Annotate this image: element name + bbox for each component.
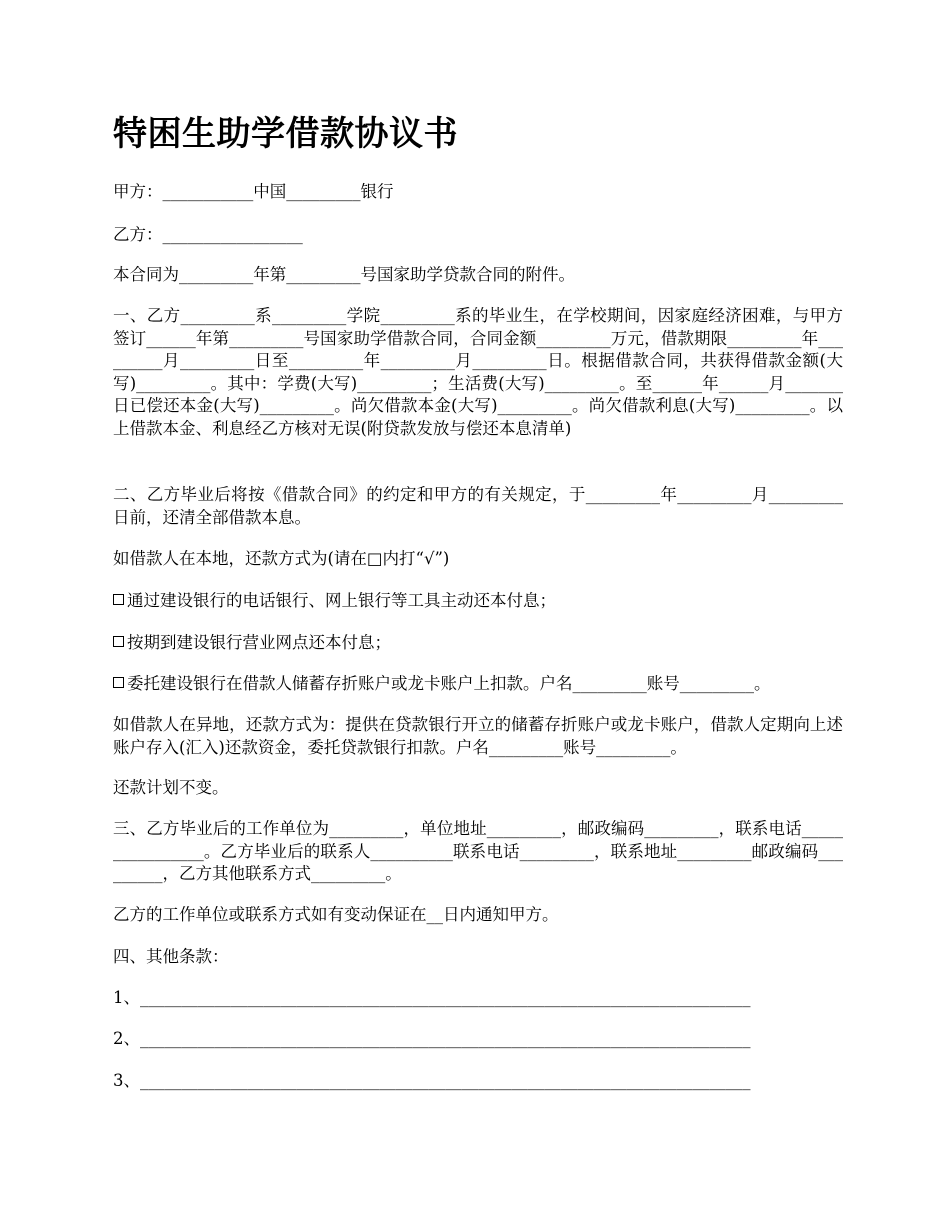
local-repayment-intro: 如借款人在本地，还款方式为(请在□内打“√”) [113,549,450,568]
repayment-option-phone-online [113,590,843,613]
document-title: 特困生助学借款协议书 [113,114,458,154]
checkbox-option-1[interactable] [113,594,124,605]
repayment-option-auto-debit [113,673,843,696]
remote-repayment: 如借款人在异地，还款方式为：提供在贷款银行开立的储蓄存折账户或龙卡账户，借款人定期向上述账户存入(汇入)还款资金，委托贷款银行扣款。户名_________账号_________。 [113,715,843,757]
plan-unchanged: 还款计划不变。 [113,778,229,797]
attachment-statement: 本合同为_________年第_________号国家助学贷款合同的附件。 [113,265,575,284]
change-notice: 乙方的工作单位或联系方式如有变动保证在__日内通知甲方。 [113,905,559,924]
other-clause-2: 2、__________________________________________________________________________ [113,1029,751,1048]
party-a-line: 甲方：___________中国_________银行 [113,182,394,201]
clause-two: 二、乙方毕业后将按《借款合同》的约定和甲方的有关规定，于_________年_________月_________日前，还清全部借款本息。 [113,485,843,527]
checkbox-option-3[interactable] [113,677,124,688]
clause-three: 三、乙方毕业后的工作单位为_________，单位地址_________，邮政编码_________，联系电话________________。乙方毕业后的联系人__________联系电话_________，联系地址_________邮政编码_________，乙方其他联系方式_________。 [113,819,843,883]
clause-four-heading: 四、其他条款： [113,947,229,966]
clause-one: 一、乙方_________系_________学院_________系的毕业生，在学校期间，因家庭经济困难，与甲方签订______年第_________号国家助学借款合同，合同金额_________万元，借款期限_________年_________月_________日至_________年_________月_________日。根据借款合同，共获得借款金额(大写)_________。其中：学费(大写)_________；生活费(大写)_________。至______年______月_______日已偿还本金(大写)_________。尚欠借款本金(大写)_________。尚欠借款利息(大写)_________。以上借款本金、利息经乙方核对无误(附贷款发放与偿还本息清单) [113,306,843,438]
option-1-label: 通过建设银行的电话银行、网上银行等工具主动还本付息； [127,591,556,610]
repayment-option-branch [113,632,843,655]
option-2-label: 按期到建设银行营业网点还本付息； [127,633,391,652]
checkbox-option-2[interactable] [113,636,124,647]
other-clause-1: 1、__________________________________________________________________________ [113,988,751,1007]
party-b-line: 乙方：_________________ [113,225,303,244]
other-clause-3: 3、__________________________________________________________________________ [113,1071,751,1090]
option-3-label: 委托建设银行在借款人储蓄存折账户或龙卡账户上扣款。户名_________账号_________。 [127,674,771,693]
